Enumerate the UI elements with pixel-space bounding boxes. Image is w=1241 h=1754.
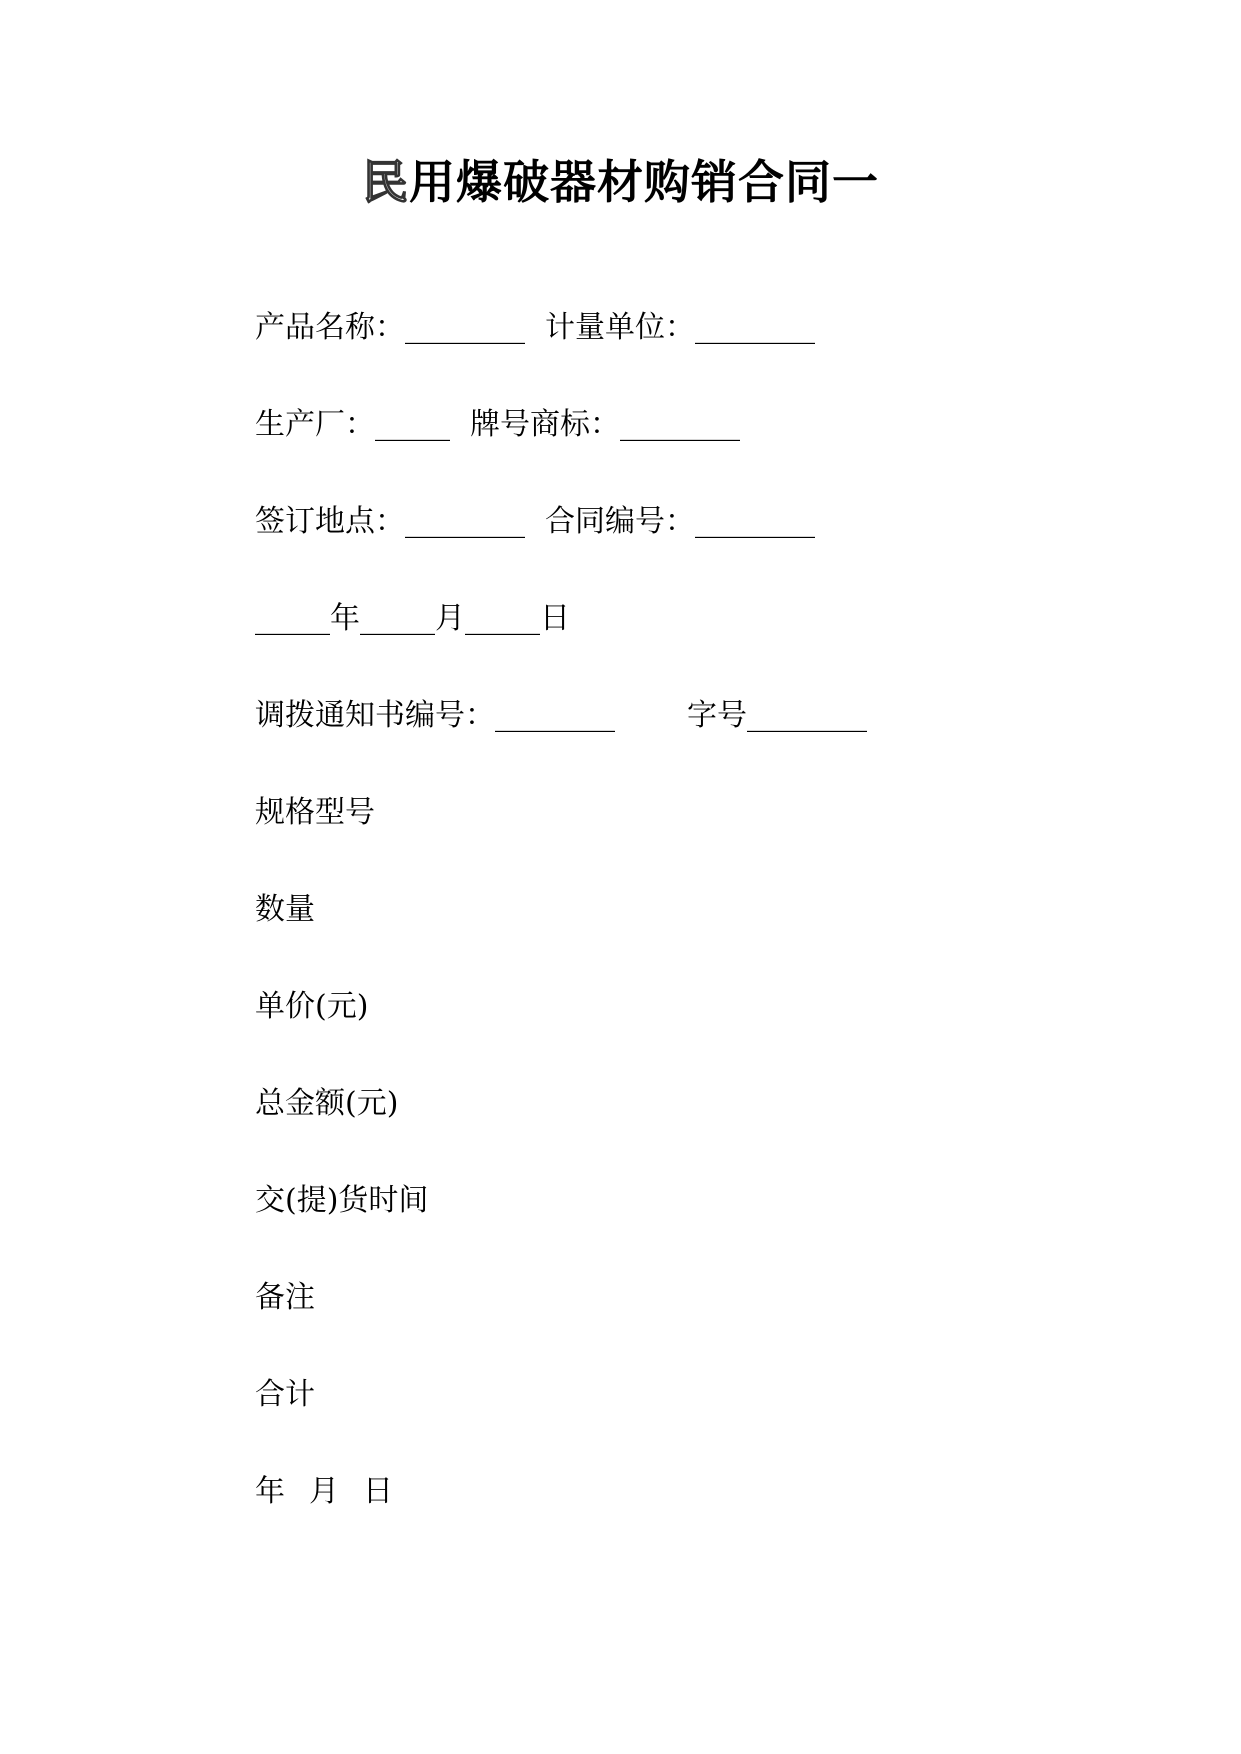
quantity-label: 数量 [255, 892, 315, 927]
document-title [0, 152, 1241, 212]
delivery-time-label: 交(提)货时间 [255, 1183, 429, 1218]
line-place-contract [255, 502, 815, 542]
total-label: 合计 [255, 1377, 315, 1412]
line-product-unit [255, 308, 815, 348]
product-name-field: 产品名称：________ [255, 310, 525, 345]
remarks-label: 备注 [255, 1280, 315, 1315]
line-manufacturer-brand [255, 405, 740, 445]
manufacturer-field: 生产厂：_____ [255, 407, 450, 442]
line-date [255, 599, 570, 639]
allocation-notice-field: 调拨通知书编号：________ [255, 698, 615, 733]
title-outlined-char: 民 [362, 155, 409, 209]
spec-model-label: 规格型号 [255, 795, 375, 830]
contract-no-field: 合同编号：________ [545, 504, 815, 539]
brand-field: 牌号商标：________ [470, 407, 740, 442]
line-allocation [255, 696, 867, 736]
date-field: _____年_____月_____日 [255, 601, 570, 636]
unit-price-label: 单价(元) [255, 989, 369, 1024]
title-text: 用爆破器材购销合同一 [409, 155, 879, 209]
ref-no-field: 字号________ [687, 698, 867, 733]
unit-field: 计量单位：________ [545, 310, 815, 345]
date-year: 年 [255, 1474, 285, 1509]
line-date-blank [255, 1472, 393, 1512]
date-month: 月 [309, 1474, 339, 1509]
sign-place-field: 签订地点：________ [255, 504, 525, 539]
total-amount-label: 总金额(元) [255, 1086, 399, 1121]
date-day: 日 [363, 1474, 393, 1509]
